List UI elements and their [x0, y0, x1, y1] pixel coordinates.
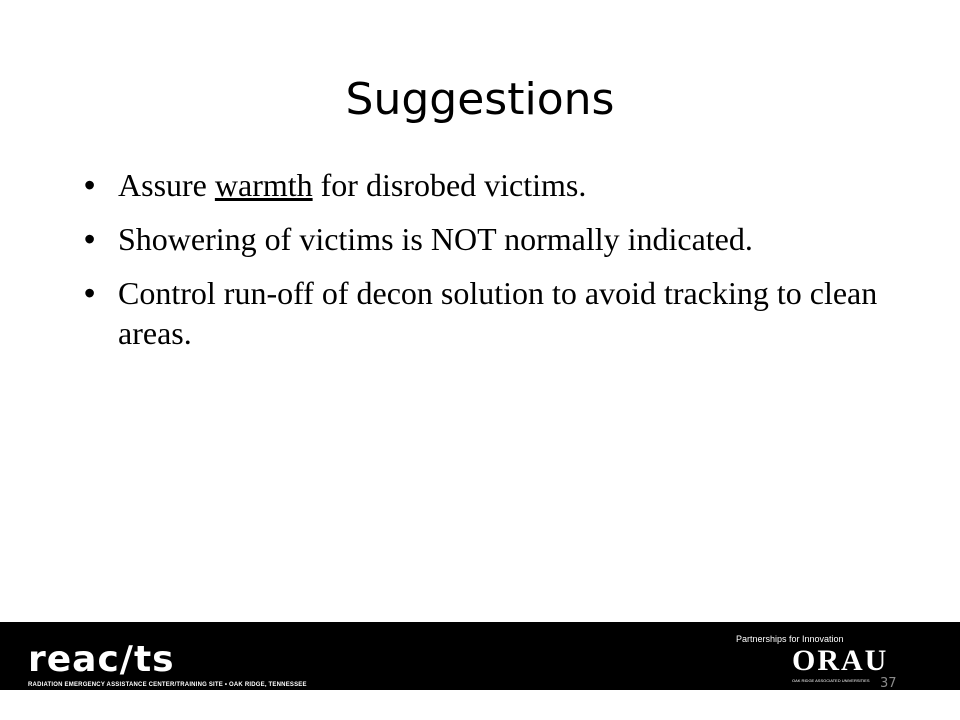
bullet-item [80, 273, 880, 353]
bullet-text: for disrobed victims. [312, 167, 587, 203]
bullet-text: Assure [118, 167, 215, 203]
bullet-marker: • [84, 221, 96, 257]
bullet-emphasis: warmth [214, 167, 313, 203]
orau-logo-subtitle: OAK RIDGE ASSOCIATED UNIVERSITIES [792, 678, 870, 683]
reacts-logo-subtitle: RADIATION EMERGENCY ASSISTANCE CENTER/TRAINING SITE • OAK RIDGE, TENNESSEE [28, 682, 307, 688]
bullet-marker: • [84, 275, 96, 311]
bullet-text: Showering of victims is NOT normally indicated. [118, 221, 753, 257]
reacts-logo-name: reac/ts [28, 639, 175, 680]
bullet-text: Control run-off of decon solution to avoid tracking to clean areas. [118, 275, 878, 351]
orau-logo-name: ORAU [792, 644, 889, 677]
footer-bar [0, 622, 960, 690]
reacts-logo [28, 639, 307, 688]
orau-tagline: Partnerships for Innovation [736, 634, 844, 644]
bullet-list [80, 165, 880, 367]
slide-title: Suggestions [345, 74, 615, 125]
slide-number: 37 [880, 676, 897, 691]
bullet-item [80, 219, 880, 259]
bullet-marker: • [84, 167, 96, 203]
bullet-item [80, 165, 880, 205]
